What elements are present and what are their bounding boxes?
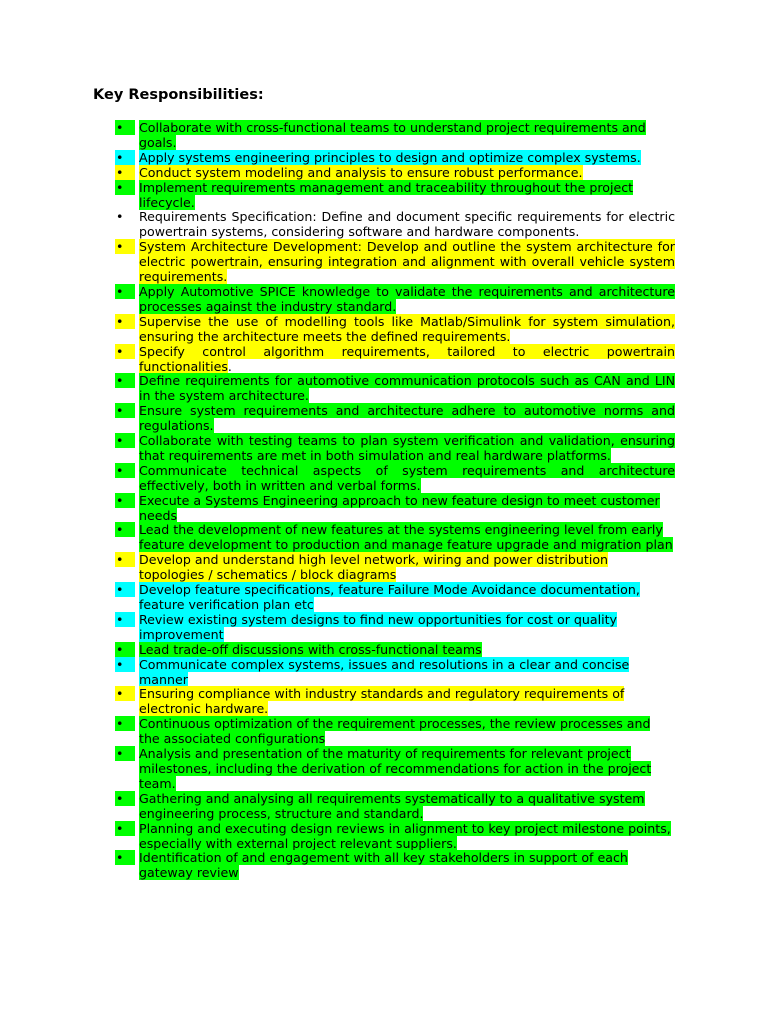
list-item-text <box>139 345 675 375</box>
list-item-label: Apply Automotive SPICE knowledge to validate the requirements and architecture processes against the industry standard. <box>139 283 675 314</box>
list-item-text <box>139 658 675 688</box>
list-item <box>115 240 675 285</box>
list-item <box>115 434 675 464</box>
bullet-glyph: • <box>115 657 135 672</box>
bullet-icon <box>115 166 139 181</box>
list-item-text <box>139 240 675 285</box>
list-item-text <box>139 151 675 166</box>
bullet-glyph: • <box>115 791 135 806</box>
bullet-glyph: • <box>115 239 135 254</box>
list-item <box>115 345 675 375</box>
bullet-glyph: • <box>115 746 135 761</box>
list-item-label: Collaborate with cross-functional teams to understand project requirements and goals. <box>139 120 646 150</box>
bullet-glyph: • <box>115 433 135 448</box>
bullet-icon <box>115 658 139 673</box>
list-item <box>115 166 675 181</box>
list-item-text <box>139 822 675 852</box>
list-item-text <box>139 464 675 494</box>
bullet-glyph: • <box>116 209 124 225</box>
bullet-glyph: • <box>115 314 135 329</box>
list-item-text <box>139 523 675 553</box>
list-item-label: Continuous optimization of the requirement processes, the review processes and the associated configurations <box>139 716 651 747</box>
bullet-glyph: • <box>115 284 135 299</box>
list-item <box>115 822 675 852</box>
bullet-icon <box>115 374 139 389</box>
list-item-text <box>139 792 675 822</box>
bullet-icon <box>115 523 139 538</box>
list-item-text <box>139 181 675 211</box>
bullet-glyph: • <box>115 612 135 627</box>
list-item <box>115 285 675 315</box>
list-item-text <box>139 374 675 404</box>
list-item <box>115 687 675 717</box>
list-item-text <box>139 434 675 464</box>
list-item-text <box>139 643 675 658</box>
list-item-label: Develop feature specifications, feature Failure Mode Avoidance documentation, feature verification plan etc <box>139 582 640 612</box>
list-item <box>115 658 675 688</box>
bullet-icon <box>115 151 139 166</box>
bullet-glyph: • <box>115 686 135 701</box>
bullet-icon <box>115 240 139 255</box>
list-item-label: Communicate technical aspects of system requirements and architecture effectively, both in written and verbal forms. <box>139 462 675 493</box>
list-item <box>115 494 675 524</box>
list-item-label: Execute a Systems Engineering approach to new feature design to meet customer needs <box>139 492 660 523</box>
bullet-glyph: • <box>115 493 135 508</box>
bullet-glyph: • <box>115 344 135 359</box>
bullet-glyph: • <box>115 150 135 165</box>
list-item-label: Review existing system designs to find new opportunities for cost or quality improvement <box>139 611 618 642</box>
bullet-glyph: • <box>115 403 135 418</box>
bullet-icon <box>115 345 139 360</box>
list-item-label: Ensuring compliance with industry standards and regulatory requirements of electronic hardware. <box>139 686 625 717</box>
list-item <box>115 747 675 792</box>
bullet-icon <box>115 747 139 762</box>
list-item-text <box>139 851 675 881</box>
bullet-icon <box>115 494 139 509</box>
list-item-text <box>139 687 675 717</box>
list-item-text <box>139 553 675 583</box>
list-item <box>115 553 675 583</box>
bullet-icon <box>115 210 139 225</box>
list-item <box>115 374 675 404</box>
bullet-glyph: • <box>115 522 135 537</box>
list-item <box>115 792 675 822</box>
list-item-label: Requirements Specification: Define and document specific requirements for electric powertrain systems, considering software and hardware components <box>139 209 675 240</box>
bullet-icon <box>115 181 139 196</box>
list-item-label: Identification of and engagement with all key stakeholders in support of each gateway review <box>139 850 628 881</box>
bullet-glyph: • <box>115 180 135 195</box>
list-item <box>115 851 675 881</box>
bullet-glyph: • <box>115 642 135 657</box>
list-item-label: Define requirements for automotive communication protocols such as CAN and LIN in the system architecture. <box>139 373 675 404</box>
list-item-text <box>139 121 675 151</box>
list-item-tail: . <box>575 224 580 240</box>
bullet-icon <box>115 285 139 300</box>
list-item-label: Lead the development of new features at the systems engineering level from early feature development to production and manage feature upgrade and migration plan <box>139 522 673 553</box>
list-item-text <box>139 166 675 181</box>
list-item-text <box>139 494 675 524</box>
list-item-label: Develop and understand high level network, wiring and power distribution topologies / schematics / block diagrams <box>139 552 609 583</box>
list-item <box>115 583 675 613</box>
list-item <box>115 613 675 643</box>
bullet-icon <box>115 553 139 568</box>
list-item-text <box>139 404 675 434</box>
bullet-icon <box>115 792 139 807</box>
bullet-glyph: • <box>115 120 135 135</box>
bullet-icon <box>115 464 139 479</box>
bullet-glyph: • <box>115 716 135 731</box>
bullet-icon <box>115 583 139 598</box>
bullet-glyph: • <box>115 373 135 388</box>
bullet-glyph: • <box>115 552 135 567</box>
bullet-icon <box>115 687 139 702</box>
list-item-text <box>139 613 675 643</box>
list-item-label: System Architecture Development: Develop and outline the system architecture for electric powertrain, ensuring integration and alignment with overall vehicle system requirements. <box>139 239 675 285</box>
list-item <box>115 523 675 553</box>
bullet-icon <box>115 717 139 732</box>
list-item <box>115 464 675 494</box>
responsibilities-list <box>115 121 675 881</box>
list-item-text <box>139 717 675 747</box>
list-item <box>115 181 675 211</box>
list-item-label: Implement requirements management and traceability throughout the project lifecycle. <box>139 179 634 210</box>
list-item-label: Specify control algorithm requirements, tailored to electric powertrain functionalities <box>139 343 675 374</box>
bullet-icon <box>115 822 139 837</box>
list-item-label: Apply systems engineering principles to design and optimize complex systems. <box>139 149 641 165</box>
list-item-tail: . <box>227 358 232 374</box>
list-item-label: Collaborate with testing teams to plan system verification and validation, ensuring that requirements are met in both simulation and real hardware platforms. <box>139 433 675 463</box>
list-item-label: Communicate complex systems, issues and resolutions in a clear and concise manner <box>139 656 630 687</box>
list-item-label: Conduct system modeling and analysis to ensure robust performance. <box>139 164 583 180</box>
list-item-text <box>139 315 675 345</box>
bullet-icon <box>115 315 139 330</box>
list-item-label: Ensure system requirements and architecture adhere to automotive norms and regulations. <box>139 403 675 434</box>
bullet-glyph: • <box>115 463 135 478</box>
section-heading: Key Responsibilities: <box>93 87 264 103</box>
list-item-label: Analysis and presentation of the maturity of requirements for relevant project milestones, including the derivation of recommendations for action in the project team. <box>139 746 652 791</box>
bullet-icon <box>115 851 139 866</box>
bullet-glyph: • <box>115 165 135 180</box>
list-item-text <box>139 285 675 315</box>
list-item-label: Lead trade-off discussions with cross-functional teams <box>139 641 482 657</box>
bullet-glyph: • <box>115 850 135 865</box>
bullet-glyph: • <box>115 821 135 836</box>
list-item <box>115 717 675 747</box>
bullet-icon <box>115 643 139 658</box>
list-item <box>115 643 675 658</box>
bullet-glyph: • <box>115 582 135 597</box>
list-item <box>115 151 675 166</box>
bullet-icon <box>115 434 139 449</box>
list-item-label: Gathering and analysing all requirements systematically to a qualitative system engineering process, structure and standard. <box>139 790 645 821</box>
list-item-label: Supervise the use of modelling tools like Matlab/Simulink for system simulation, ensuring the architecture meets the defined requirements. <box>139 313 675 344</box>
bullet-icon <box>115 404 139 419</box>
list-item <box>115 121 675 151</box>
list-item-text <box>139 583 675 613</box>
list-item-text <box>139 747 675 792</box>
list-item-text <box>139 210 675 240</box>
list-item-label: Planning and executing design reviews in alignment to key project milestone points, especially with external project relevant suppliers. <box>139 820 671 851</box>
bullet-icon <box>115 121 139 136</box>
bullet-icon <box>115 613 139 628</box>
list-item <box>115 404 675 434</box>
list-item <box>115 210 675 240</box>
list-item <box>115 315 675 345</box>
